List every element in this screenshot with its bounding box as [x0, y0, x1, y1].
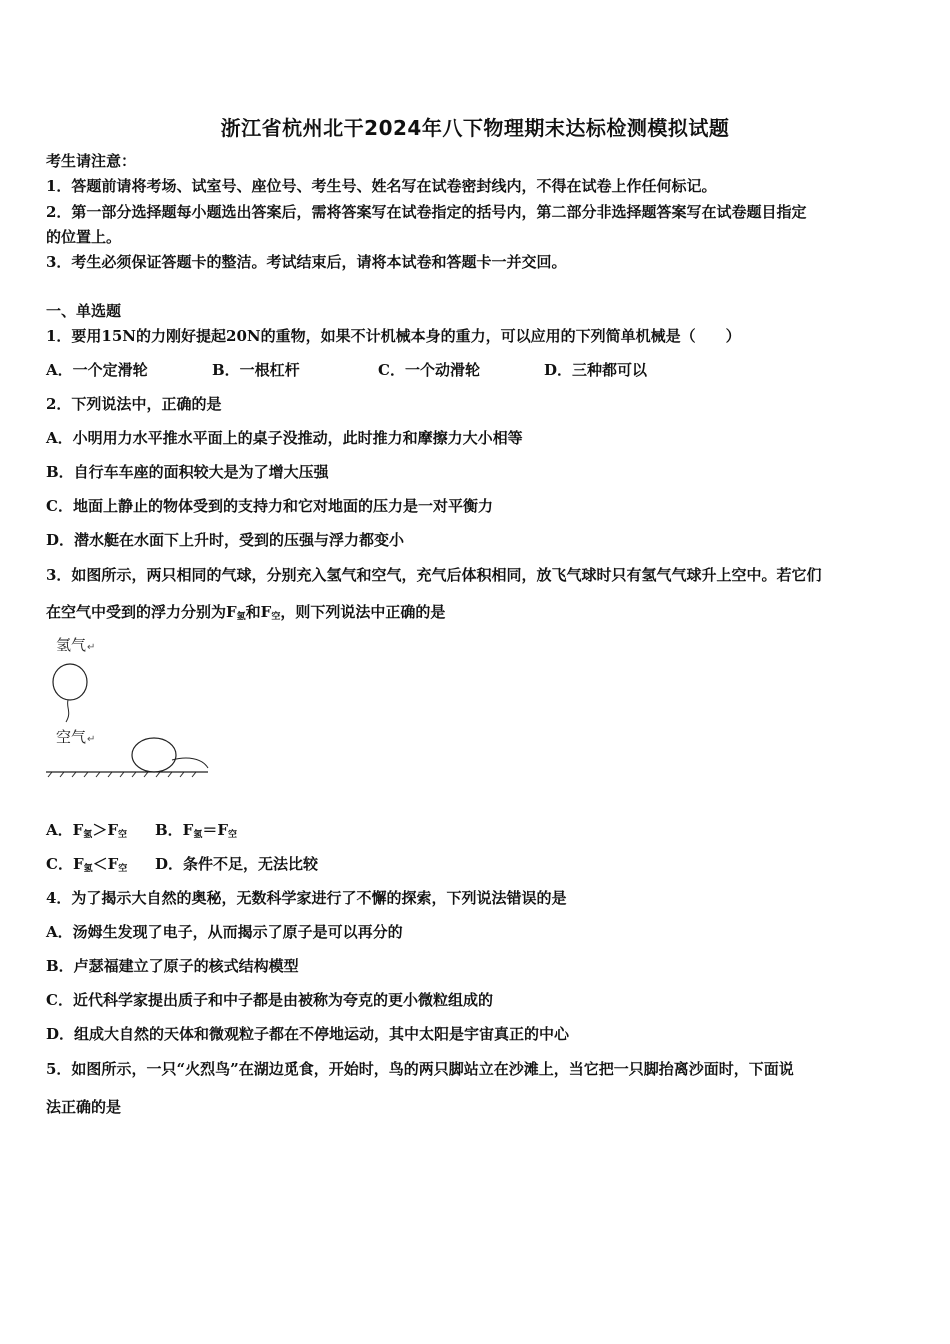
question-5-stem-line2: 法正确的是: [46, 1098, 122, 1116]
question-3-options-row2: [46, 854, 318, 879]
question-3-stem-line2: 在空气中受到的浮力分别为$F_氢$和$F_空$，则下列说法中正确的是: [46, 603, 446, 622]
option-d: D．潜水艇在水面下上升时，受到的压强与浮力都变小: [46, 531, 405, 549]
question-3-stem-line1: 3．如图所示，两只相同的气球，分别充入氢气和空气，充气后体积相同，放飞气球时只有氢气气球升上空中。若它们: [46, 566, 822, 584]
air-label: 空气↵: [56, 728, 96, 746]
option-d: D．组成大自然的天体和微观粒子都在不停地运动，其中太阳是宇宙真正的中心: [46, 1025, 570, 1043]
ground-hatching: [48, 772, 196, 777]
question-1-stem: 1．要用15N的力刚好提起20N的重物，如果不计机械本身的重力，可以应用的下列简单机械是（ ）: [46, 327, 741, 345]
option-a: A．$F_氢>F_空$: [46, 821, 127, 840]
question-4-stem: 4．为了揭示大自然的奥秘，无数科学家进行了不懈的探索，下列说法错误的是: [46, 889, 567, 907]
question-5-stem-line1: 5．如图所示，一只“火烈鸟”在湖边觅食，开始时，鸟的两只脚站立在沙滩上，当它把一只脚抬离沙面时，下面说: [46, 1060, 794, 1078]
air-balloon: [132, 738, 176, 772]
option-c: C．$F_氢<F_空$: [46, 855, 128, 874]
option-b: B．自行车车座的面积较大是为了增大压强: [46, 463, 329, 481]
question-1-options: [46, 360, 647, 380]
option-a: A．小明用力水平推水平面上的桌子没推动，此时推力和摩擦力大小相等: [46, 429, 523, 447]
balloon-figure: [42, 632, 212, 782]
question-2-stem: 2．下列说法中，正确的是: [46, 395, 222, 413]
option-a: A．一个定滑轮: [46, 361, 148, 379]
option-c: C．地面上静止的物体受到的支持力和它对地面的压力是一对平衡力: [46, 497, 493, 515]
option-a: A．汤姆生发现了电子，从而揭示了原子是可以再分的: [46, 923, 403, 941]
notice-item: 3．考生必须保证答题卡的整洁。考试结束后，请将本试卷和答题卡一并交回。: [46, 253, 567, 271]
option-b: B．$F_氢=F_空$: [155, 821, 238, 840]
hydrogen-balloon: [53, 664, 87, 700]
notice-item: 1．答题前请将考场、试室号、座位号、考生号、姓名写在试卷密封线内，不得在试卷上作任何标记。: [46, 177, 717, 195]
page-title: 浙江省杭州北干2024年八下物理期末达标检测模拟试题: [220, 116, 730, 140]
option-d: D．条件不足，无法比较: [155, 855, 319, 873]
option-c: C．近代科学家提出质子和中子都是由被称为夸克的更小微粒组成的: [46, 991, 493, 1009]
option-b: B．一根杠杆: [212, 361, 300, 379]
notice-item: 2．第一部分选择题每小题选出答案后，需将答案写在试卷指定的括号内，第二部分非选择题答案写在试卷题目指定: [46, 203, 807, 221]
section-heading: 一、单选题: [46, 302, 122, 320]
option-d: D．三种都可以: [544, 361, 648, 379]
air-balloon-string: [172, 758, 208, 768]
hydrogen-balloon-string: [66, 700, 69, 722]
question-3-options-row1: [46, 820, 237, 845]
balloon-drawing: [42, 632, 212, 782]
option-b: B．卢瑟福建立了原子的核式结构模型: [46, 957, 299, 975]
hydrogen-label: 氢气↵: [56, 636, 96, 654]
option-c: C．一个动滑轮: [378, 361, 480, 379]
notice-item: 的位置上。: [46, 228, 122, 246]
notice-heading: 考生请注意：: [46, 152, 137, 170]
